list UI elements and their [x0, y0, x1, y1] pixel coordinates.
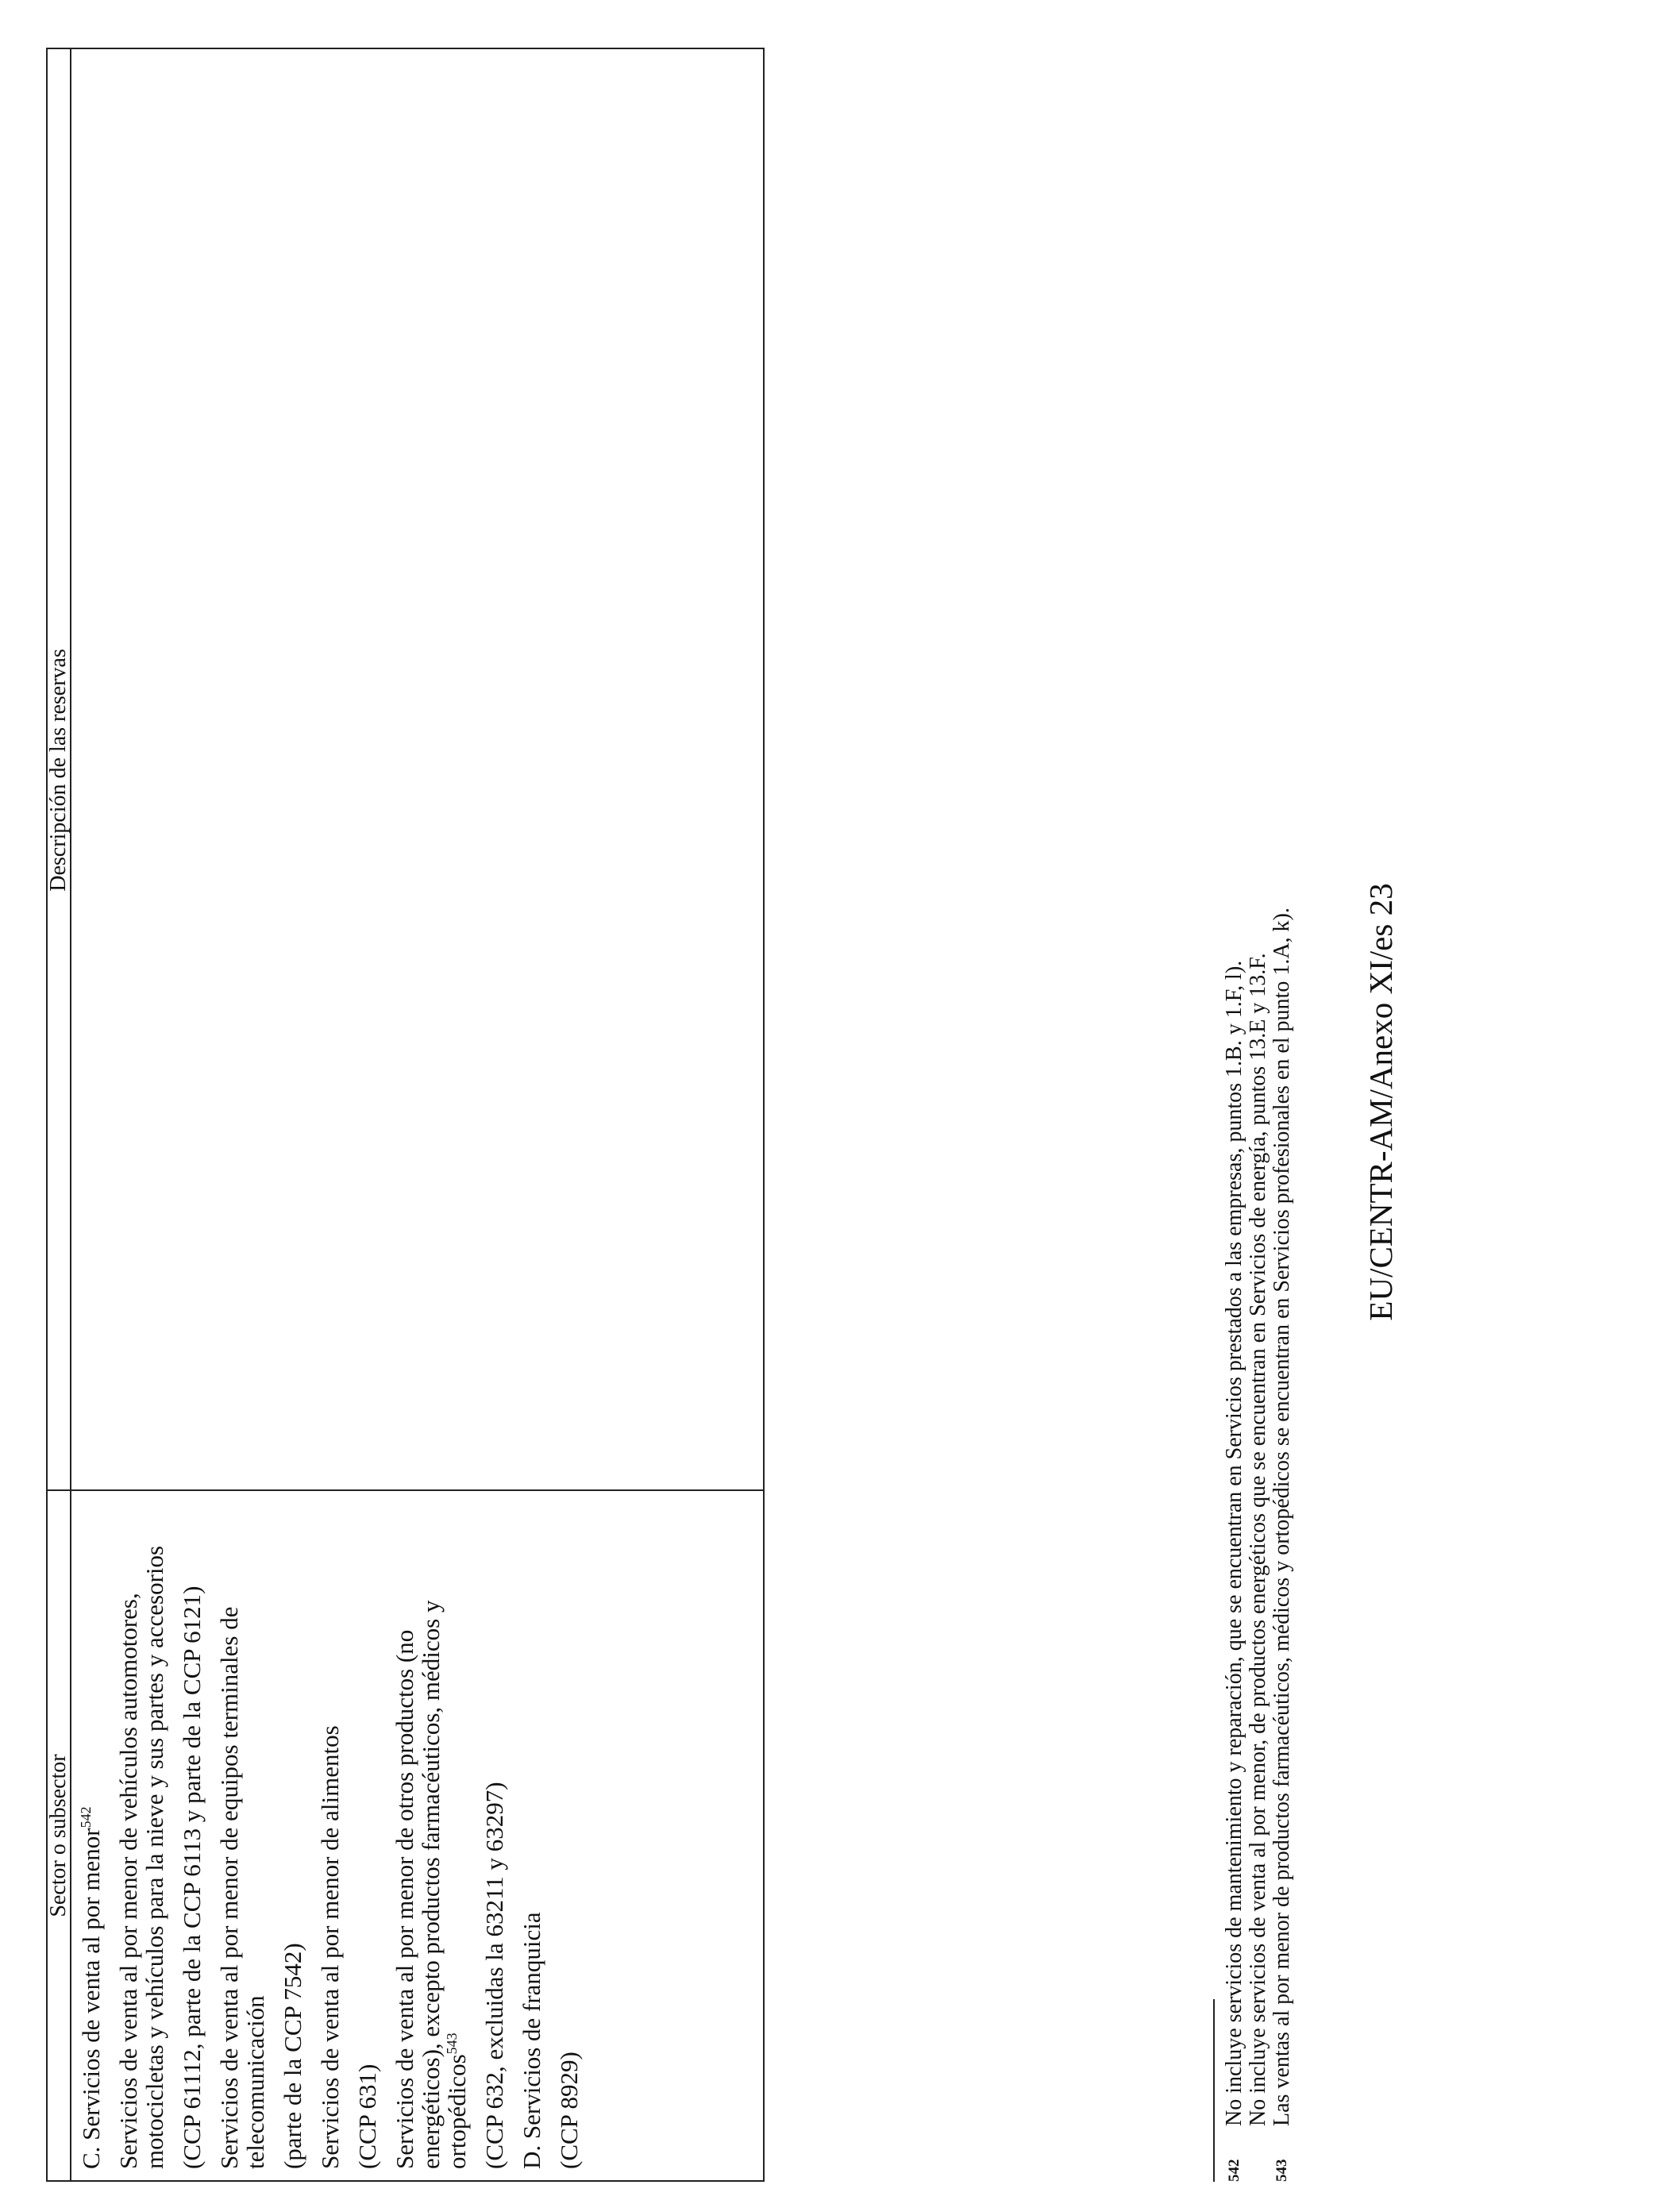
footnote [1223, 118, 1247, 2182]
reservations-table [46, 48, 765, 2182]
sector-entry: (parte de la CCP 7542) [279, 1943, 306, 2169]
footnote-text: No incluye servicios de mantenimiento y reparación, que se encuentran en Servicios prestados a las empresas, puntos 1.B. y 1.F, l). [1222, 960, 1247, 2126]
footnote-number: 542 [1226, 2159, 1243, 2182]
footnote-text: Las ventas al por menor de productos farmacéuticos, médicos y ortopédicos se encuentran en Servicios profesionales en el punto 1.A, k). [1270, 907, 1294, 2126]
header-sector: Sector o subsector [46, 1754, 71, 1917]
header-description: Descripción de las reservas [46, 649, 71, 892]
footnotes [1223, 118, 1294, 2182]
sector-entry: C. Servicios de venta al por menor$^{542}$ [77, 1806, 105, 2169]
footnote-number: 543 [1273, 2159, 1290, 2182]
page-footer: EU/CENTR-AM/Anexo XI/es 23 [1362, 883, 1399, 1321]
footnote [1247, 118, 1270, 2182]
sector-entry: (CCP 8929) [555, 2052, 583, 2169]
sector-entry: D. Servicios de franquicia [518, 1912, 545, 2169]
footnote-ref: 543 [444, 2033, 460, 2055]
sector-entry: Servicios de venta al por menor de vehículos automotores, motocicletas y vehículos para la nieve y sus partes y accesorios [114, 1545, 168, 2169]
sector-entry: Servicios de venta al por menor de alimentos [316, 1725, 344, 2169]
sector-entry: (CCP 61112, parte de la CCP 6113 y parte de la CCP 6121) [178, 1586, 206, 2169]
sector-entry: (CCP 632, excluidas la 63211 y 63297) [480, 1782, 508, 2169]
column-divider [48, 1489, 763, 1491]
footnote-separator [1213, 1999, 1215, 2182]
sector-cell [78, 1504, 593, 2169]
footnote-ref: 542 [78, 1806, 94, 1828]
sector-entry: Servicios de venta al por menor de otros productos (no energéticos), excepto productos farmacéuticos, médicos y ortopédicos$^{543}$ [391, 1600, 471, 2169]
footnote-text: No incluye servicios de venta al por menor, de productos energéticos que se encuentran en Servicios de energía, puntos 13.E y 13.F. [1246, 953, 1270, 2126]
sector-entry: (CCP 631) [353, 2063, 381, 2169]
footnote [1270, 118, 1294, 2182]
header-divider [70, 49, 71, 2180]
sector-entry: Servicios de venta al por menor de equipos terminales de telecomunicación [215, 1606, 269, 2169]
